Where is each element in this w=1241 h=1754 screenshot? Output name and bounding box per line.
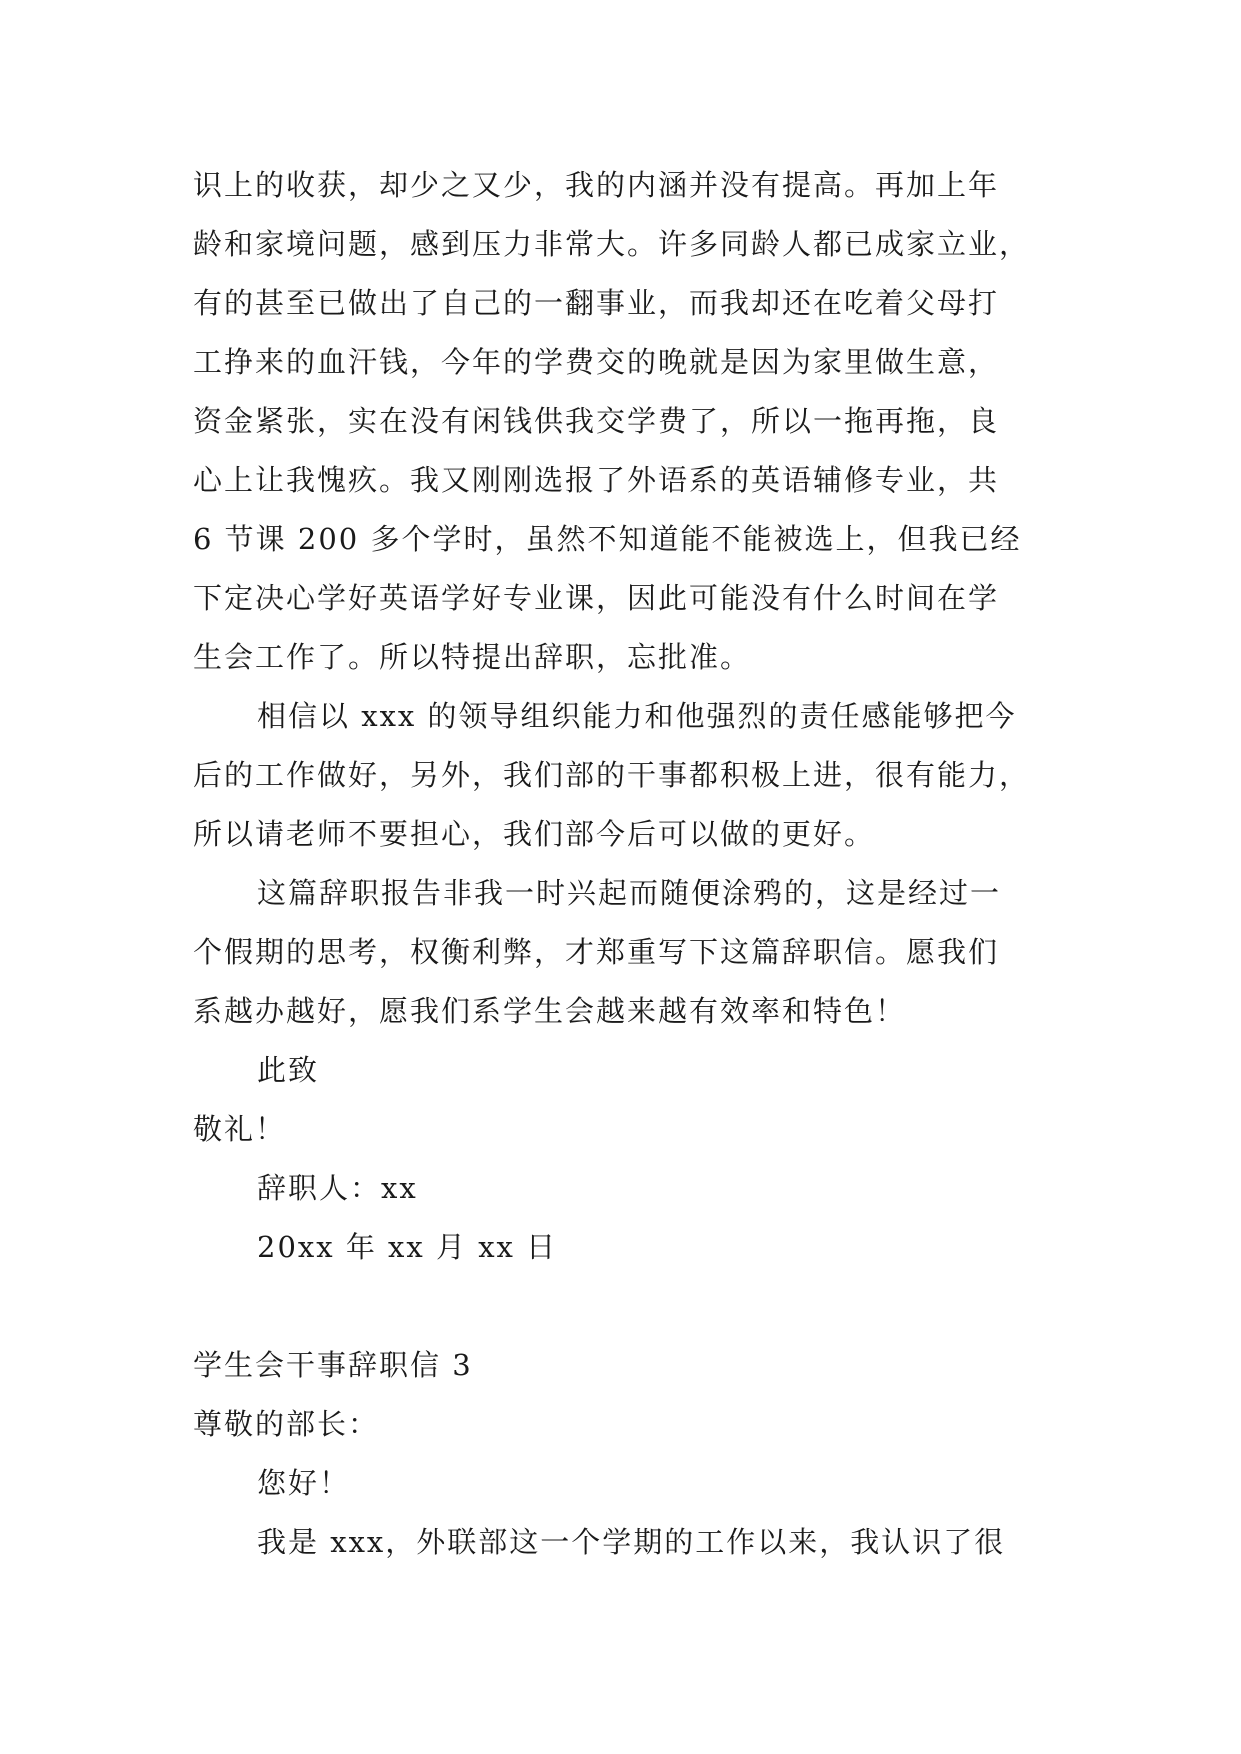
- body-line: 龄和家境问题，感到压力非常大。许多同龄人都已成家立业，: [193, 227, 1031, 261]
- signature-line: 辞职人：xx: [257, 1171, 418, 1205]
- body-line: 资金紧张，实在没有闲钱供我交学费了，所以一拖再拖，良: [193, 404, 1000, 438]
- body-line: 系越办越好，愿我们系学生会越来越有效率和特色！: [193, 994, 907, 1028]
- date-line: 20xx 年 xx 月 xx 日: [257, 1230, 558, 1264]
- greeting-line: 尊敬的部长：: [193, 1407, 380, 1441]
- section-title: 学生会干事辞职信 3: [193, 1348, 473, 1382]
- body-line: 所以请老师不要担心，我们部今后可以做的更好。: [193, 817, 876, 851]
- salutation-line: 敬礼！: [193, 1112, 287, 1146]
- body-line: 个假期的思考，权衡利弊，才郑重写下这篇辞职信。愿我们: [193, 935, 1000, 969]
- body-line: 6 节课 200 多个学时，虽然不知道能不能被选上，但我已经: [193, 522, 1022, 556]
- paragraph-start-line: 这篇辞职报告非我一时兴起而随便涂鸦的，这是经过一: [257, 876, 1002, 910]
- body-line: 识上的收获，却少之又少，我的内涵并没有提高。再加上年: [193, 168, 1000, 202]
- paragraph-start-line: 相信以 xxx 的领导组织能力和他强烈的责任感能够把今: [257, 699, 1017, 733]
- closing-line: 此致: [257, 1053, 320, 1087]
- body-line: 有的甚至已做出了自己的一翻事业，而我却还在吃着父母打: [193, 286, 1000, 320]
- body-line: 下定决心学好英语学好专业课，因此可能没有什么时间在学: [193, 581, 1000, 615]
- paragraph-start-line: 我是 xxx，外联部这一个学期的工作以来，我认识了很: [257, 1525, 1006, 1559]
- body-line: 工挣来的血汗钱，今年的学费交的晚就是因为家里做生意，: [193, 345, 1000, 379]
- body-line: 心上让我愧疚。我又刚刚选报了外语系的英语辅修专业，共: [193, 463, 1000, 497]
- greeting-line: 您好！: [257, 1466, 351, 1500]
- body-line: 后的工作做好，另外，我们部的干事都积极上进，很有能力，: [193, 758, 1031, 792]
- body-line: 生会工作了。所以特提出辞职，忘批准。: [193, 640, 752, 674]
